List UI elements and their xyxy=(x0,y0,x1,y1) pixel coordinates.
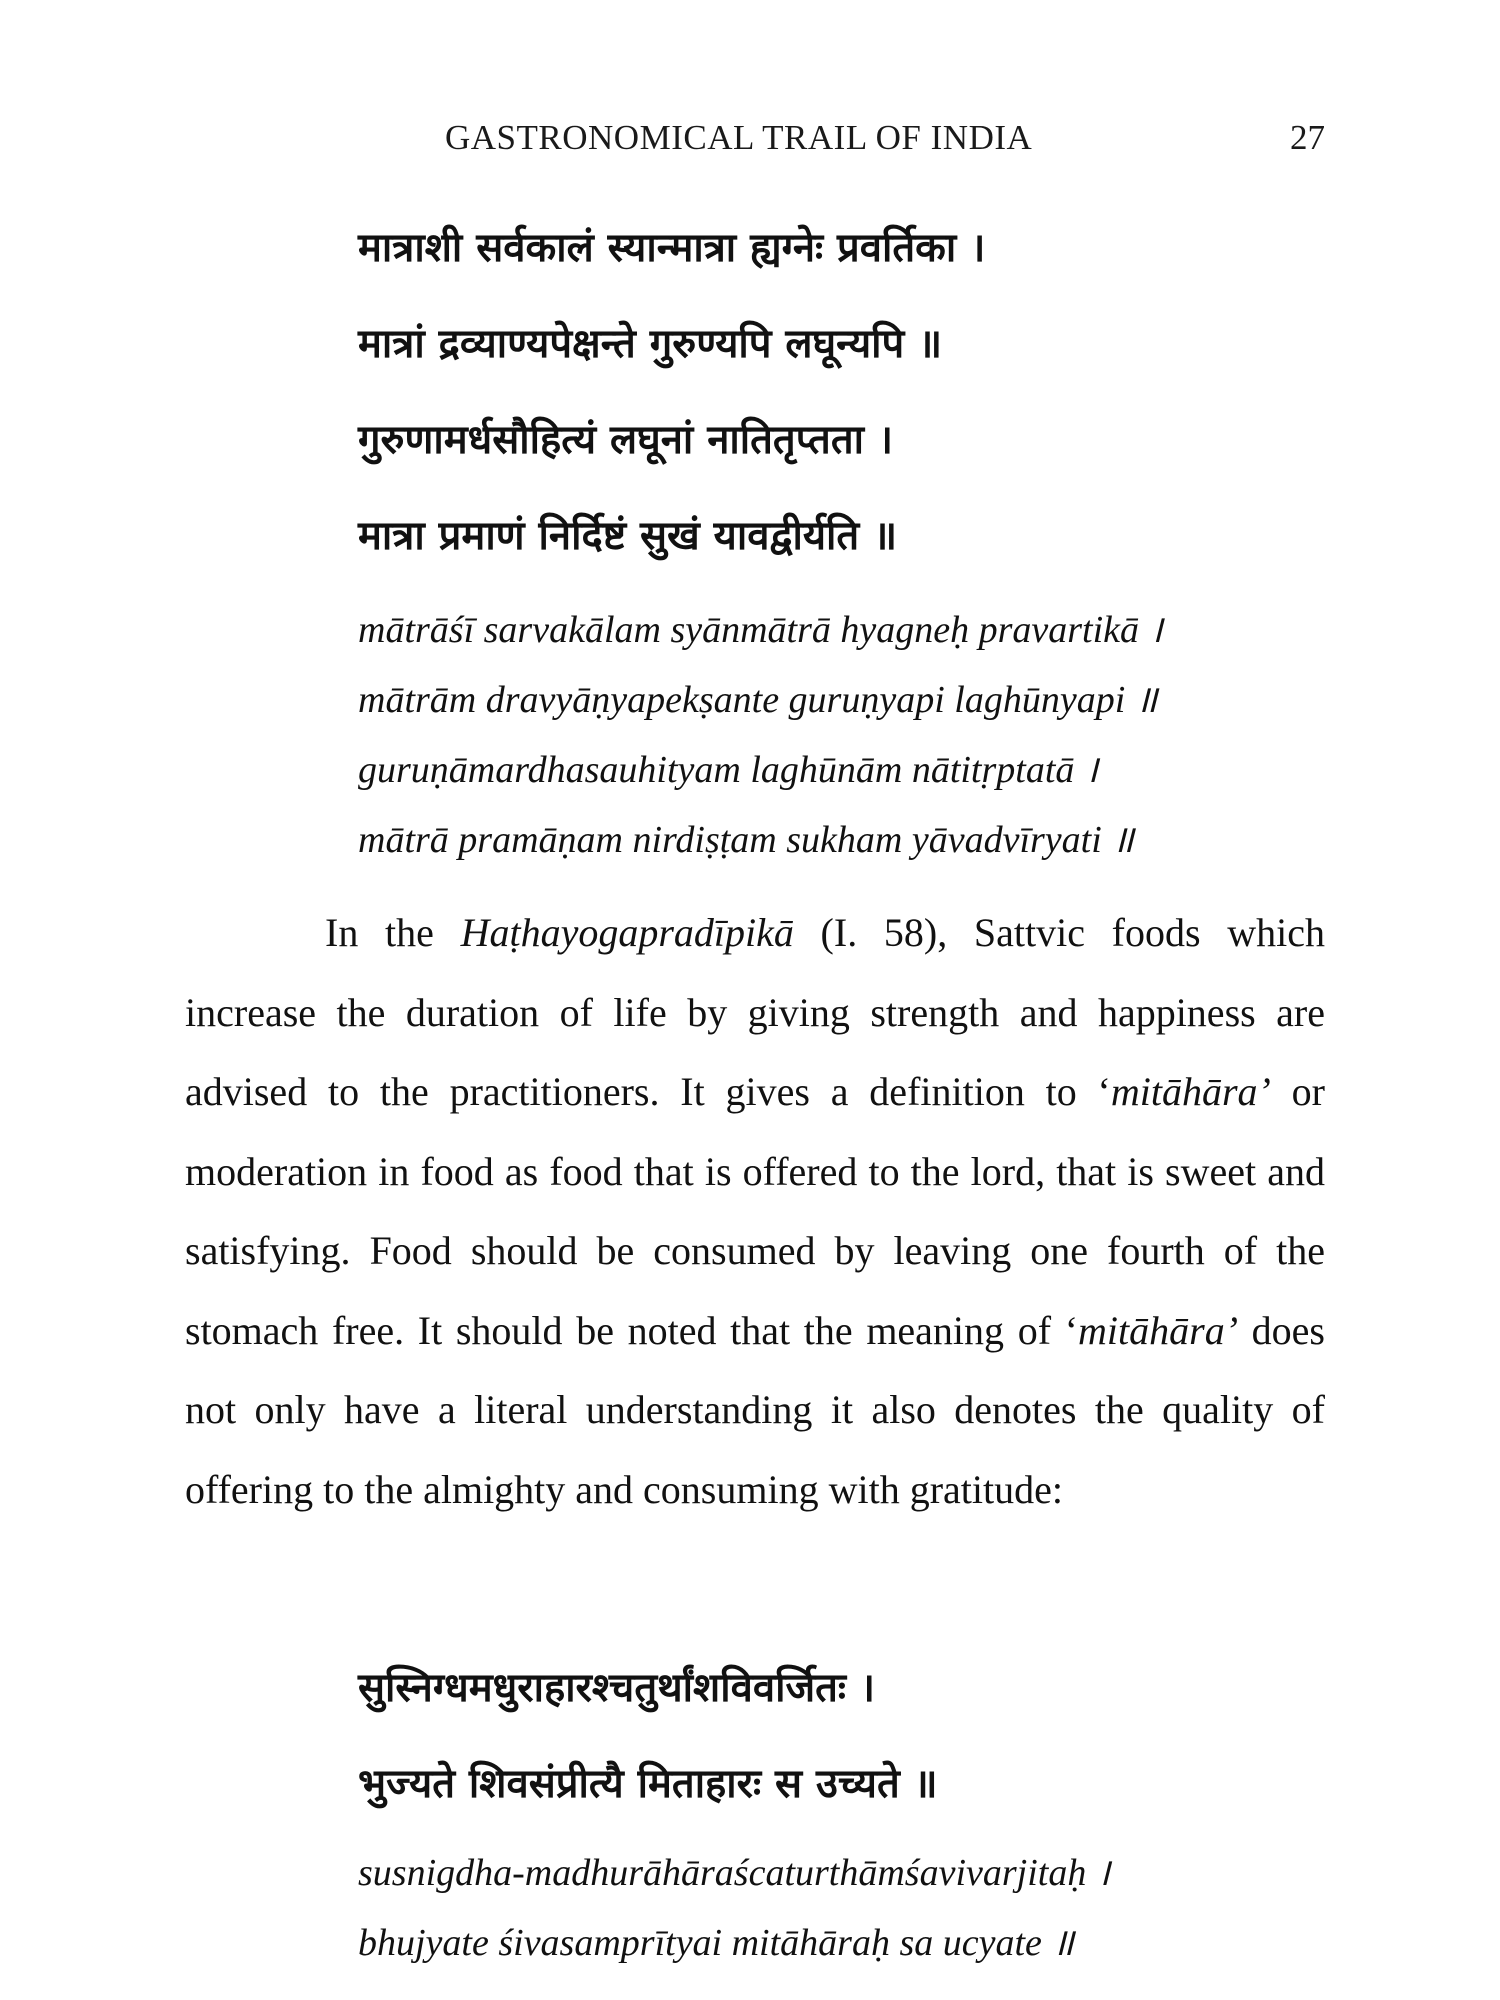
sanskrit-verse-1 xyxy=(358,200,1318,584)
paragraph-text: does not only have a literal understanding it also denotes the quality of offering to the almighty and consuming with gratitude: xyxy=(185,1307,1325,1512)
verse-line: मात्राशी सर्वकालं स्यान्मात्रा ह्यग्नेः प्रवर्तिका । xyxy=(358,225,986,271)
transliteration-line: mātrā pramāṇam nirdiṣṭam sukham yāvadvīryati ॥ xyxy=(358,819,1135,861)
paragraph-emphasis: mitāhāra’ xyxy=(1110,1069,1271,1114)
verse-line: गुरुणामर्धसौहित्यं लघूनां नातितृप्तता । xyxy=(358,417,894,463)
transliteration-line: mātrām dravyāṇyapekṣante guruṇyapi laghūnyapi ॥ xyxy=(358,679,1158,721)
transliteration-line: guruṇāmardhasauhityam laghūnām nātitṛptatā । xyxy=(358,749,1099,791)
paragraph-text: or moderation in food as food that is offered to the lord, that is sweet and satisfying. Food should be consumed by leaving one fourth of the stomach free. It should be noted that the meaning of ‘ xyxy=(185,1069,1325,1353)
sanskrit-verse-2 xyxy=(358,1640,1318,1832)
running-head xyxy=(185,118,1325,168)
transliteration-2 xyxy=(358,1838,1318,1978)
verse-line: सुस्निग्धमधुराहारश्चतुर्थांशविवर्जितः । xyxy=(358,1665,876,1711)
body-paragraph xyxy=(185,893,1325,1529)
paragraph-text: (I. 58), Sattvic foods which increase the duration of life by giving strength and happiness are advised to the practitioners. It gives a definition to ‘ xyxy=(185,910,1325,1114)
verse-line: मात्रां द्रव्याण्यपेक्षन्ते गुरुण्यपि लघून्यपि ॥ xyxy=(358,321,943,367)
page-number: 27 xyxy=(1290,118,1325,157)
verse-line: भुज्यते शिवसंप्रीत्यै मिताहारः स उच्यते ॥ xyxy=(358,1761,938,1807)
transliteration-line: mātrāśī sarvakālam syānmātrā hyagneḥ pravartikā । xyxy=(358,609,1163,651)
paragraph-emphasis: mitāhāra’ xyxy=(1078,1307,1239,1353)
running-title: GASTRONOMICAL TRAIL OF INDIA xyxy=(445,118,1033,157)
transliteration-line: susnigdha-madhurāhāraścaturthāmśavivarjitaḥ । xyxy=(358,1852,1111,1894)
paragraph-emphasis: Haṭhayogapradīpikā xyxy=(460,910,794,955)
transliteration-1 xyxy=(358,595,1318,875)
transliteration-line: bhujyate śivasamprītyai mitāhāraḥ sa ucyate ॥ xyxy=(358,1922,1075,1964)
paragraph-text: In the xyxy=(325,910,461,955)
verse-line: मात्रा प्रमाणं निर्दिष्टं सुखं यावद्वीर्यति ॥ xyxy=(358,513,898,559)
